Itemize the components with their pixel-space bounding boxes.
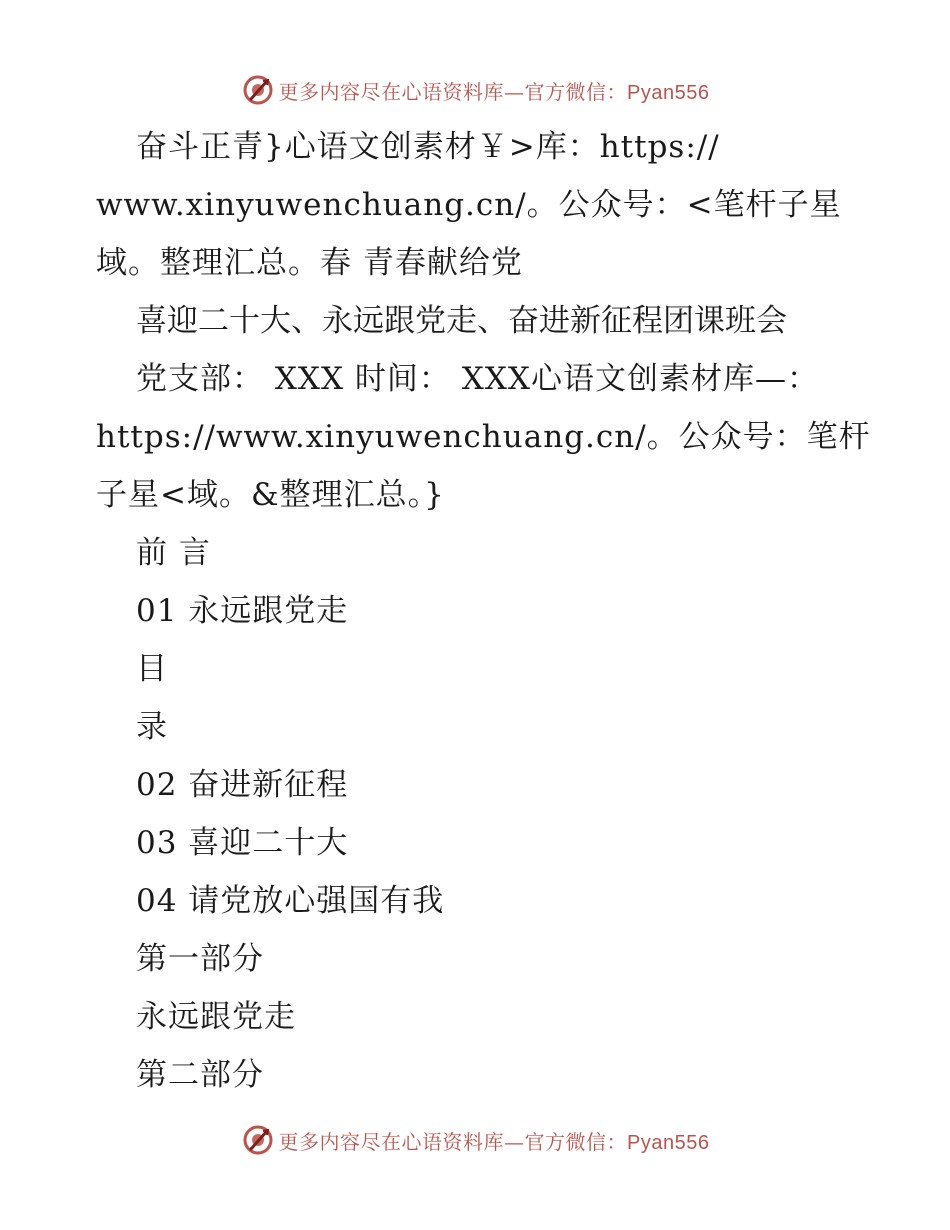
doc-line: 奋斗正青}心语文创素材￥>库：https://: [136, 129, 720, 165]
watermark-brand: Pyan556: [627, 1131, 710, 1154]
watermark-text: 更多内容尽在心语资料库—官方微信：Pyan556: [278, 1129, 710, 1154]
toc-item: 04 请党放心强国有我: [136, 883, 445, 919]
logo-icon: [241, 1123, 275, 1157]
logo-icon: [241, 73, 275, 107]
section-title: 永远跟党走: [136, 999, 296, 1035]
toc-item: 01 永远跟党走: [136, 593, 349, 629]
doc-line: www.xinyuwenchuang.cn/。公众号：<笔杆子星: [96, 187, 842, 223]
watermark-text: 更多内容尽在心语资料库—官方微信：Pyan556: [278, 79, 710, 104]
watermark-footer: [0, 1120, 950, 1160]
section-heading: 第一部分: [136, 941, 264, 977]
watermark-header: [0, 70, 950, 110]
section-heading: 第二部分: [136, 1057, 264, 1093]
doc-line: 子星<域。&整理汇总。}: [96, 477, 445, 513]
toc-heading-part: 录: [136, 709, 168, 745]
doc-line: 喜迎二十大、永远跟党走、奋进新征程团课班会: [136, 303, 787, 339]
toc-heading-part: 目: [136, 651, 168, 687]
watermark-brand: Pyan556: [627, 81, 710, 104]
doc-line: https://www.xinyuwenchuang.cn/。公众号：笔杆: [96, 419, 871, 455]
toc-item: 03 喜迎二十大: [136, 825, 349, 861]
heading-preface: 前 言: [136, 535, 211, 571]
doc-line: 党支部： XXX 时间： XXX心语文创素材库—：: [136, 361, 819, 397]
doc-line: 域。整理汇总。春 青春献给党: [96, 245, 523, 281]
toc-item: 02 奋进新征程: [136, 767, 349, 803]
